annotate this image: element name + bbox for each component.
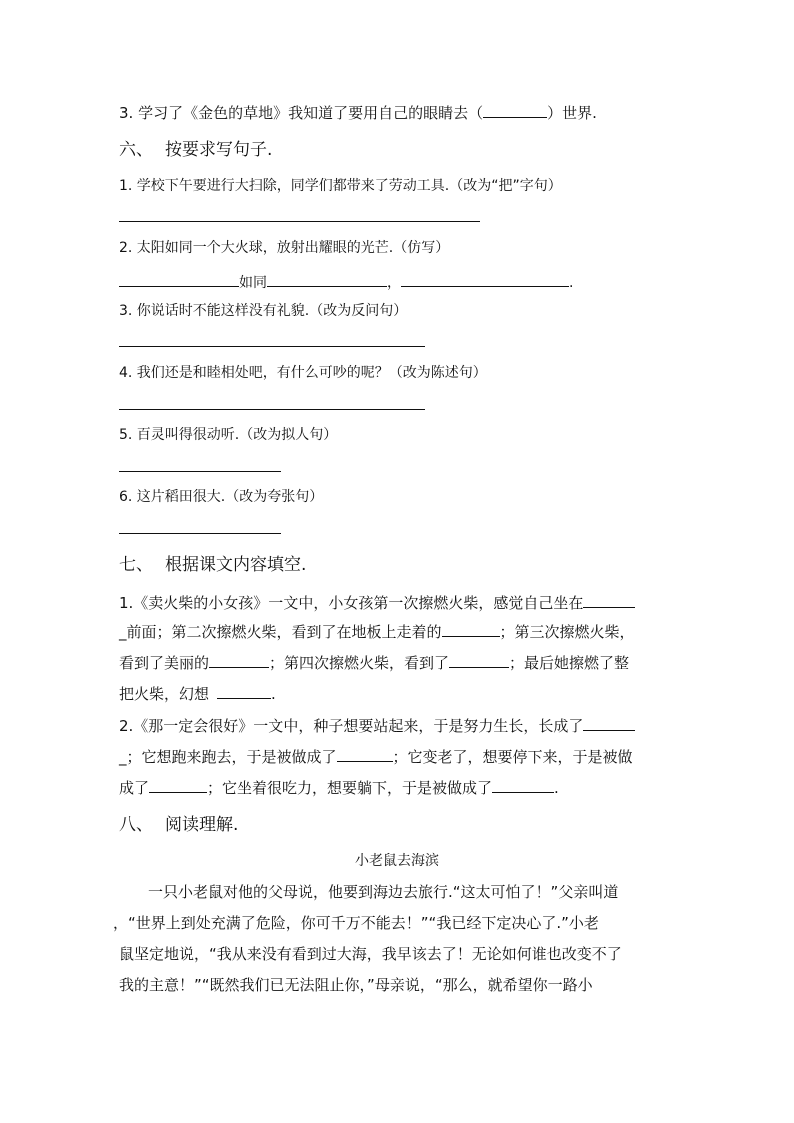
- section-8-heading: 八、 阅读理解.: [119, 815, 239, 835]
- answer-blank[interactable]: [492, 778, 554, 793]
- s6-question-1: 1. 学校下午要进行大扫除，同学们都带来了劳动工具.（改为“把”字句）: [119, 178, 562, 194]
- s6-question-4: 4. 我们还是和睦相处吧，有什么可吵的呢？（改为陈述句）: [119, 365, 487, 381]
- story-paragraph-line-1: 一只小老鼠对他的父母说，他要到海边去旅行.“这太可怕了！”父亲叫道: [148, 883, 619, 901]
- answer-blank[interactable]: [267, 272, 387, 287]
- s7-question-1-line-2: _前面；第二次擦燃火柴，看到了在地板上走着的 ；第三次擦燃火柴，: [119, 623, 635, 641]
- s7-question-1-line-1: 1.《卖火柴的小女孩》一文中，小女孩第一次擦燃火柴，感觉自己坐在: [119, 593, 635, 613]
- answer-blank[interactable]: [209, 653, 269, 668]
- section-6-heading: 六、 按要求写句子.: [119, 140, 273, 160]
- answer-blank[interactable]: [337, 747, 393, 762]
- story-paragraph-line-3: 鼠坚定地说，“我从来没有看到过大海，我早该去了！无论如何谁也改变不了: [119, 945, 622, 963]
- answer-blank[interactable]: [483, 103, 547, 118]
- s7-question-1-line-3: 看到了美丽的 ；第四次擦燃火柴，看到了 ；最后她擦燃了整: [119, 654, 630, 672]
- s6-question-2-fill: 如同 ， .: [119, 272, 573, 292]
- s7-question-2-line-3: 成了 ；它坐着很吃力，想要躺下，于是被做成了 .: [119, 779, 559, 797]
- answer-line[interactable]: [119, 221, 480, 222]
- answer-line[interactable]: [119, 409, 425, 410]
- answer-blank[interactable]: [583, 716, 635, 731]
- story-paragraph-line-4: 我的主意！”“既然我们已无法阻止你，”母亲说，“那么，就希望你一路小: [119, 976, 593, 994]
- answer-line[interactable]: [119, 471, 281, 472]
- answer-blank[interactable]: [583, 593, 635, 608]
- s7-question-1-line-4: 把火柴，幻想 .: [119, 685, 276, 703]
- answer-blank[interactable]: [449, 653, 509, 668]
- answer-blank[interactable]: [442, 622, 500, 637]
- answer-blank[interactable]: [217, 684, 271, 699]
- answer-blank[interactable]: [401, 272, 569, 287]
- story-paragraph-line-2: ，“世界上到处充满了危险，你可千万不能去！”“我已经下定决心了.”小老: [113, 914, 599, 932]
- s6-question-3: 3. 你说话时不能这样没有礼貌.（改为反问句）: [119, 303, 408, 319]
- answer-line[interactable]: [119, 346, 425, 347]
- answer-blank[interactable]: [119, 272, 239, 287]
- s6-question-5: 5. 百灵叫得很动听.（改为拟人句）: [119, 427, 338, 443]
- s6-question-6: 6. 这片稻田很大.（改为夸张句）: [119, 489, 324, 505]
- section-7-heading: 七、 根据课文内容填空.: [119, 555, 307, 575]
- answer-line[interactable]: [119, 533, 281, 534]
- s7-question-2-line-1: 2.《那一定会很好》一文中，种子想要站起来，于是努力生长，长成了: [119, 716, 635, 736]
- s7-question-2-line-2: _；它想跑来跑去，于是被做成了 ；它变老了，想要停下来，于是被做: [119, 748, 633, 766]
- story-title: 小老鼠去海滨: [355, 853, 439, 869]
- question-3-golden-meadow: 3. 学习了《金色的草地》我知道了要用自己的眼睛去（ ）世界.: [119, 104, 597, 122]
- answer-blank[interactable]: [149, 778, 207, 793]
- s6-question-2: 2. 太阳如同一个大火球，放射出耀眼的光芒.（仿写）: [119, 240, 450, 256]
